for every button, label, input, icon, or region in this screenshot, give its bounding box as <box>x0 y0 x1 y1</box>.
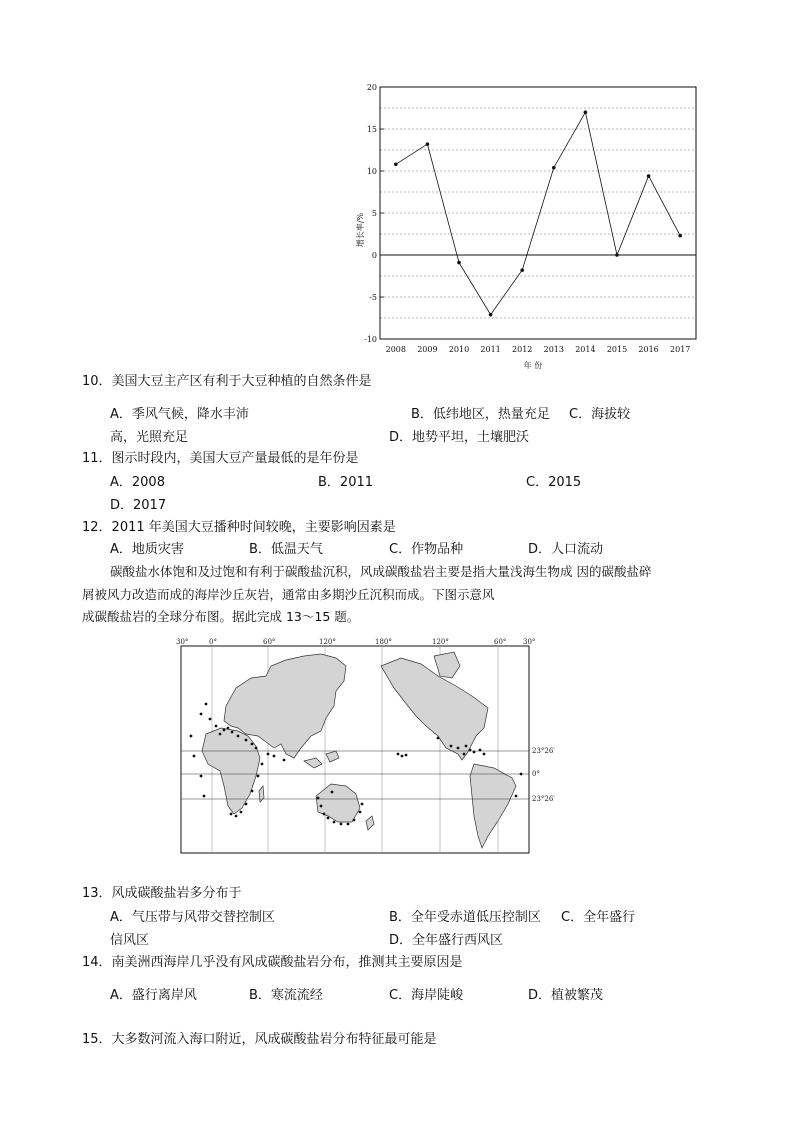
q12-option-d[interactable]: D．人口流动 <box>528 542 604 557</box>
q10-option-a[interactable]: A．季风气候，降水丰沛 <box>110 407 249 422</box>
data-point <box>584 110 588 114</box>
x-tick-label: 2010 <box>448 345 470 354</box>
q11-option-c[interactable]: C．2015 <box>526 475 582 490</box>
map-lon-label: 120° <box>432 638 449 646</box>
q11-stem: 11．图示时段内，美国大豆产量最低的是年份是 <box>82 451 359 466</box>
map-lat-label: 23°26′ <box>532 795 555 803</box>
data-point <box>678 234 682 238</box>
passage-line-1: 碳酸盐水体饱和及过饱和有利于碳酸盐沉积，风成碳酸盐岩主要是指大量浅海生物成 因的碳酸盐碎 <box>110 564 652 579</box>
map-lon-label: 30° <box>176 638 189 646</box>
q15-stem: 15．大多数河流入海口附近，风成碳酸盐岩分布特征最可能是 <box>82 1032 437 1047</box>
x-tick-label: 2012 <box>512 345 533 354</box>
q10-option-d[interactable]: D．地势平坦，土壤肥沃 <box>389 430 530 445</box>
q14-option-b[interactable]: B．寒流流经 <box>249 988 323 1003</box>
x-tick-label: 2013 <box>543 345 564 354</box>
x-tick-label: 2016 <box>638 345 659 354</box>
q13-stem: 13．风成碳酸盐岩多分布于 <box>82 886 242 901</box>
map-lon-label: 60° <box>263 638 276 646</box>
map-lon-label: 0° <box>209 638 217 646</box>
x-tick-label: 2009 <box>417 345 438 354</box>
y-tick-label: 0 <box>371 251 377 260</box>
y-tick-label: 20 <box>366 83 377 92</box>
q12-option-c[interactable]: C．作物品种 <box>389 542 464 557</box>
x-tick-label: 2014 <box>575 345 596 354</box>
world-map <box>176 636 555 858</box>
data-point <box>520 268 524 272</box>
q10-option-c-cont: 高，光照充足 <box>110 430 189 445</box>
q12-stem: 12．2011 年美国大豆播种时间较晚，主要影响因素是 <box>82 520 396 535</box>
x-tick-label: 2015 <box>606 345 628 354</box>
q14-option-a[interactable]: A．盛行离岸风 <box>110 988 197 1003</box>
map-lon-label: 180° <box>375 638 392 646</box>
passage-line-3: 成碳酸盐岩的全球分布图。据此完成 13～15 题。 <box>82 609 360 624</box>
y-tick-label: -10 <box>364 335 377 344</box>
map-lat-label: 0° <box>532 770 540 778</box>
q10-option-b[interactable]: B．低纬地区，热量充足 <box>411 407 550 422</box>
y-tick-label: -5 <box>369 293 377 302</box>
map-lon-label: 30° <box>523 638 536 646</box>
q10-stem: 10．美国大豆主产区有利于大豆种植的自然条件是 <box>82 374 372 389</box>
y-tick-label: 5 <box>371 209 377 218</box>
map-svg <box>176 636 555 858</box>
data-point <box>394 162 398 166</box>
x-tick-label: 2017 <box>670 345 691 354</box>
q14-option-c[interactable]: C．海岸陡峻 <box>389 988 464 1003</box>
q11-option-d[interactable]: D．2017 <box>110 498 167 513</box>
q12-option-b[interactable]: B．低温天气 <box>249 542 323 557</box>
y-tick-label: 10 <box>366 167 377 176</box>
q11-option-b[interactable]: B．2011 <box>318 475 374 490</box>
data-point <box>615 253 619 257</box>
map-lat-label: 23°26′ <box>532 747 555 755</box>
data-point <box>647 174 651 178</box>
q13-option-b[interactable]: B．全年受赤道低压控制区 <box>389 910 541 925</box>
y-axis-label: 增长率/% <box>356 212 365 248</box>
map-lon-label: 120° <box>319 638 336 646</box>
growth-rate-chart <box>355 80 705 372</box>
q13-option-d[interactable]: D．全年盛行西风区 <box>389 933 504 948</box>
q13-option-c-cont: 信风区 <box>110 933 150 948</box>
data-point <box>426 142 430 146</box>
q10-option-c[interactable]: C．海拔较 <box>569 407 631 422</box>
x-axis-label: 年 份 <box>523 361 543 370</box>
data-point <box>489 313 493 317</box>
chart-svg <box>355 80 705 372</box>
q11-option-a[interactable]: A．2008 <box>110 475 165 490</box>
data-point <box>457 261 461 265</box>
data-point <box>552 166 556 170</box>
series-line <box>396 112 680 314</box>
passage-line-2: 屑被风力改造而成的海岸沙丘灰岩，通常由多期沙丘沉积而成。下图示意风 <box>82 587 495 602</box>
x-tick-label: 2011 <box>480 345 501 354</box>
q12-option-a[interactable]: A．地质灾害 <box>110 542 184 557</box>
y-tick-label: 15 <box>366 125 377 134</box>
map-lon-label: 60° <box>494 638 507 646</box>
q13-option-a[interactable]: A．气压带与风带交替控制区 <box>110 910 275 925</box>
q14-option-d[interactable]: D．植被繁茂 <box>528 988 604 1003</box>
x-tick-label: 2008 <box>385 345 406 354</box>
q13-option-c[interactable]: C．全年盛行 <box>561 910 636 925</box>
q14-stem: 14．南美洲西海岸几乎没有风成碳酸盐岩分布，推测其主要原因是 <box>82 955 463 970</box>
